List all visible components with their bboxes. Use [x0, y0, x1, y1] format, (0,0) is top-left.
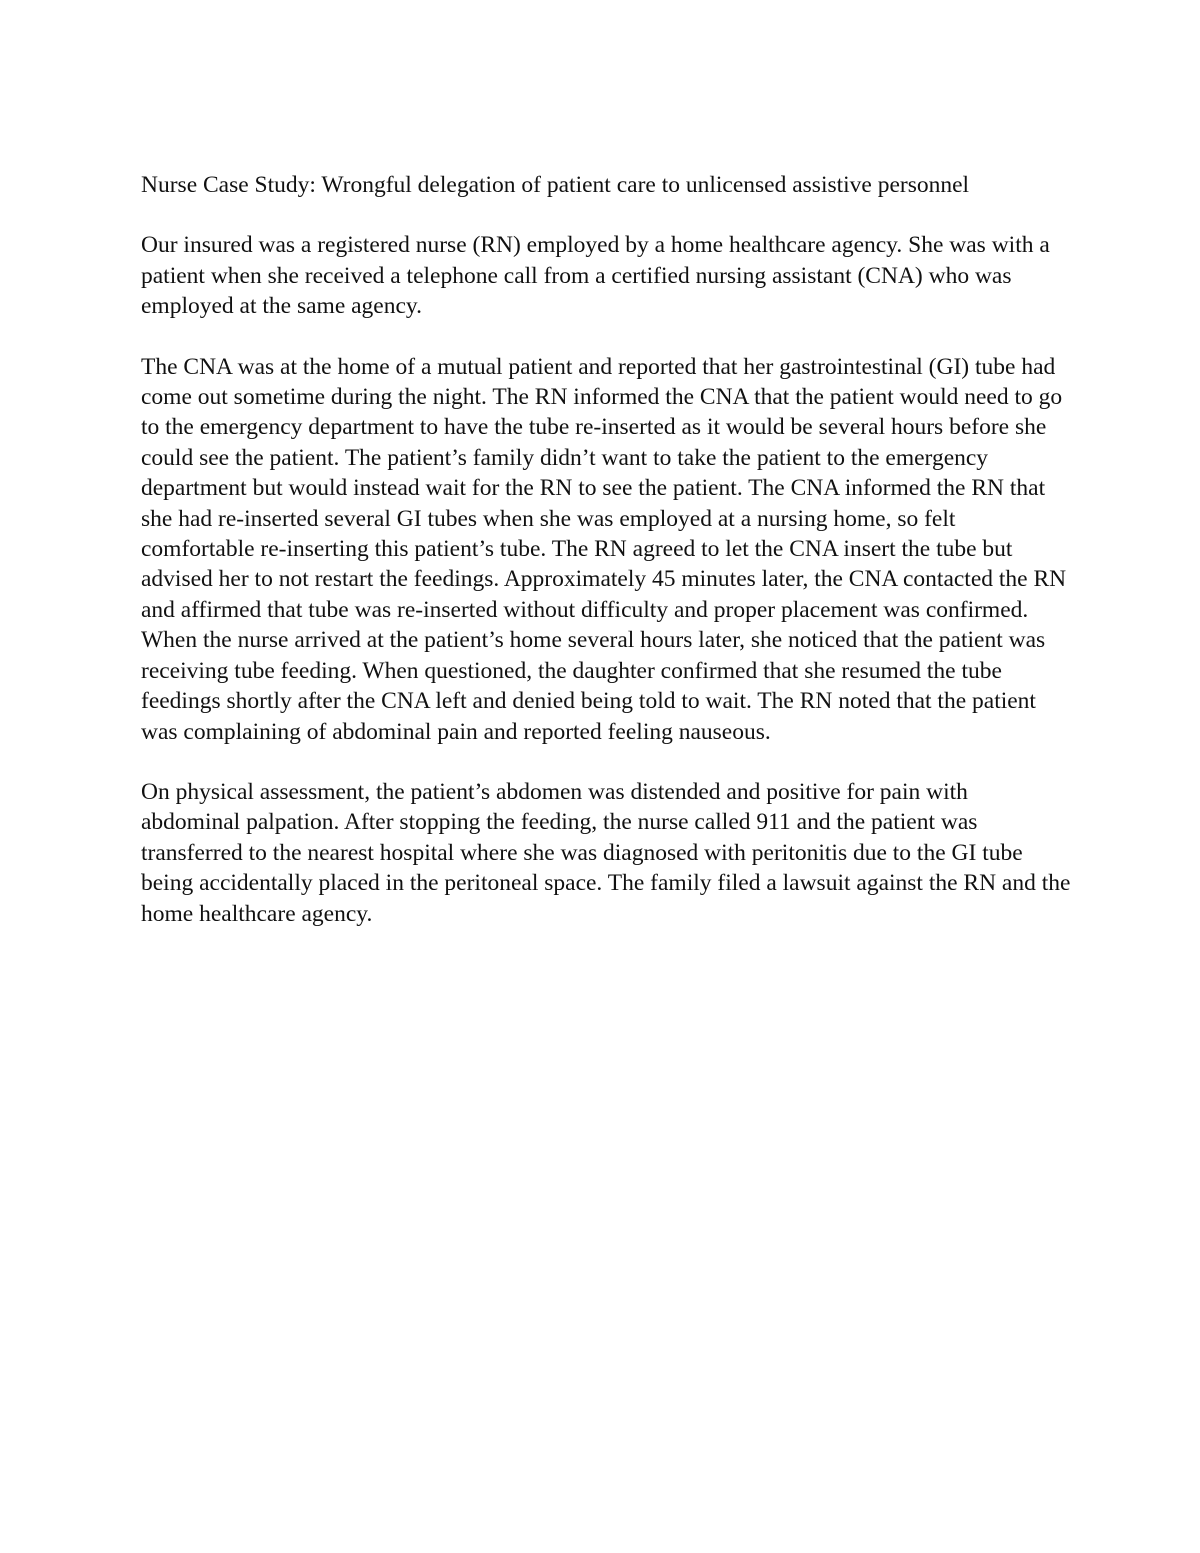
paragraph-insured: Our insured was a registered nurse (RN) employed by a home healthcare agency. She was with a patient when she received a telephone call from a certified nursing assistant (CNA) who was employed at the same agency.: [141, 232, 1050, 320]
paragraph-incident: The CNA was at the home of a mutual patient and reported that her gastrointestinal (GI) tube had come out sometime during the night. The RN informed the CNA that the patient would need to go to the emergency department to have the tube re-inserted as it would be several hours before she could see the patient. The patient’s family didn’t want to take the patient to the emergency department but would instead wait for the RN to see the patient. The CNA informed the RN that she had re-inserted several GI tubes when she was employed at a nursing home, so felt comfortable re-inserting this patient’s tube. The RN agreed to let the CNA insert the tube but advised her to not restart the feedings. Approximately 45 minutes later, the CNA contacted the RN and affirmed that tube was re-inserted without difficulty and proper placement was confirmed. When the nurse arrived at the patient’s home several hours later, she noticed that the patient was receiving tube feeding. When questioned, the daughter confirmed that she resumed the tube feedings shortly after the CNA left and denied being told to wait. The RN noted that the patient was complaining of abdominal pain and reported feeling nauseous.: [141, 353, 1067, 745]
document-title: Nurse Case Study: Wrongful delegation of patient care to unlicensed assistive personnel: [141, 172, 970, 198]
document-body: [141, 170, 1071, 959]
paragraph-outcome: On physical assessment, the patient’s abdomen was distended and positive for pain with abdominal palpation. After stopping the feeding, the nurse called 911 and the patient was transferred to the nearest hospital where she was diagnosed with peritonitis due to the GI tube being accidentally placed in the peritoneal space. The family filed a lawsuit against the RN and the home healthcare agency.: [141, 778, 1071, 927]
